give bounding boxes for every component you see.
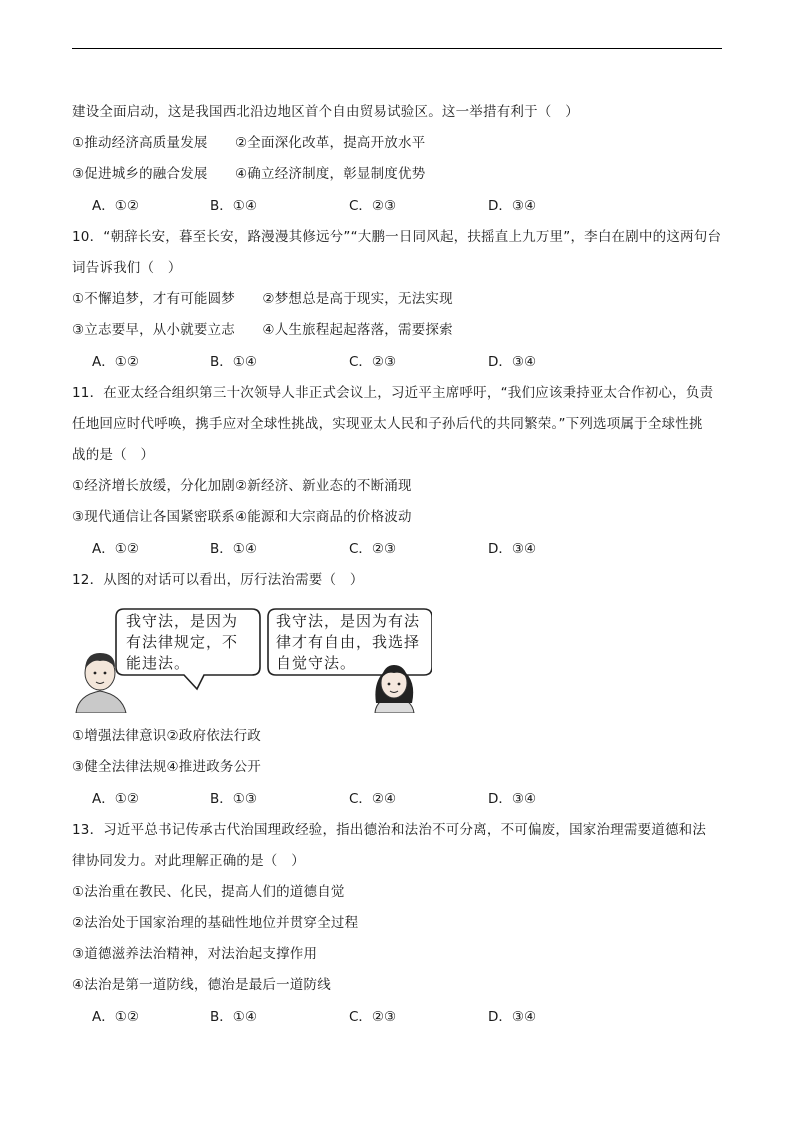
q12-option-c[interactable]: C．②④	[349, 791, 397, 807]
q10-item-3-4: ③立志要早，从小就要立志 ④人生旅程起起落落，需要探索	[72, 322, 453, 338]
q13-item-3: ③道德滋养法治精神，对法治起支撑作用	[72, 946, 318, 962]
q11-option-a[interactable]: A．①②	[92, 541, 139, 557]
left-bubble-line: 我守法，是因为	[126, 612, 239, 630]
header-rule	[72, 48, 722, 49]
q10-option-c[interactable]: C．②③	[349, 354, 397, 370]
q10-stem-line1: 10．“朝辞长安，暮至长安，路漫漫其修远兮”“大鹏一日同风起，扶摇直上九万里”，李白在剧中的这两句台	[72, 229, 722, 245]
q13-item-2: ②法治处于国家治理的基础性地位并贯穿全过程	[72, 915, 359, 931]
q9-stem-end: 建设全面启动，这是我国西北沿边地区首个自由贸易试验区。这一举措有利于（ ）	[72, 104, 579, 120]
q13-option-b[interactable]: B．①④	[210, 1009, 257, 1025]
q11-stem-line3: 战的是（ ）	[72, 447, 155, 463]
q11-option-c[interactable]: C．②③	[349, 541, 397, 557]
q9-option-a[interactable]: A．①②	[92, 198, 139, 214]
q11-stem-line1: 11．在亚太经合组织第三十次领导人非正式会议上，习近平主席呼吁，“我们应该秉持亚太合作初心，负责	[72, 385, 714, 401]
q10-option-b[interactable]: B．①④	[210, 354, 257, 370]
q13-stem-line2: 律协同发力。对此理解正确的是（ ）	[72, 853, 305, 869]
q12-stem: 12．从图的对话可以看出，厉行法治需要（ ）	[72, 572, 364, 588]
q13-item-4: ④法治是第一道防线，德治是最后一道防线	[72, 977, 331, 993]
right-bubble-line: 自觉守法。	[276, 654, 357, 672]
q13-stem-line1: 13．习近平总书记传承古代治国理政经验，指出德治和法治不可分离，不可偏废，国家治理需要道德和法	[72, 822, 707, 838]
q12-item-3-4: ③健全法律法规④推进政务公开	[72, 759, 262, 775]
q10-stem-line2: 词告诉我们（ ）	[72, 260, 182, 276]
q12-item-1-2: ①增强法律意识②政府依法行政	[72, 728, 262, 744]
q9-item-3-4: ③促进城乡的融合发展 ④确立经济制度，彰显制度优势	[72, 166, 426, 182]
q10-item-1-2: ①不懈追梦，才有可能圆梦 ②梦想总是高于现实，无法实现	[72, 291, 453, 307]
q11-stem-line2: 任地回应时代呼唤，携手应对全球性挑战，实现亚太人民和子孙后代的共同繁荣。”下列选项属于全球性挑	[72, 416, 703, 432]
q12-option-d[interactable]: D．③④	[488, 791, 537, 807]
right-bubble-line: 我守法，是因为有法	[276, 612, 421, 630]
q9-option-d[interactable]: D．③④	[488, 198, 537, 214]
q13-item-1: ①法治重在教民、化民，提高人们的道德自觉	[72, 884, 345, 900]
q12-option-b[interactable]: B．①③	[210, 791, 257, 807]
q11-item-3-4: ③现代通信让各国紧密联系④能源和大宗商品的价格波动	[72, 509, 412, 525]
q12-option-a[interactable]: A．①②	[92, 791, 139, 807]
q13-option-d[interactable]: D．③④	[488, 1009, 537, 1025]
q13-option-a[interactable]: A．①②	[92, 1009, 139, 1025]
q9-option-b[interactable]: B．①④	[210, 198, 257, 214]
right-bubble-text	[276, 611, 420, 674]
q12-illustration	[72, 603, 432, 713]
q11-item-1-2: ①经济增长放缓，分化加剧②新经济、新业态的不断涌现	[72, 478, 412, 494]
right-bubble-line: 律才有自由，我选择	[276, 633, 421, 651]
q10-option-a[interactable]: A．①②	[92, 354, 139, 370]
q10-option-d[interactable]: D．③④	[488, 354, 537, 370]
q13-option-c[interactable]: C．②③	[349, 1009, 397, 1025]
q11-option-d[interactable]: D．③④	[488, 541, 537, 557]
q9-item-1-2: ①推动经济高质量发展 ②全面深化改革，提高开放水平	[72, 135, 426, 151]
left-bubble-text	[126, 611, 238, 674]
q11-option-b[interactable]: B．①④	[210, 541, 257, 557]
q9-option-c[interactable]: C．②③	[349, 198, 397, 214]
left-bubble-line: 能违法。	[126, 654, 191, 672]
left-bubble-line: 有法律规定，不	[126, 633, 239, 651]
